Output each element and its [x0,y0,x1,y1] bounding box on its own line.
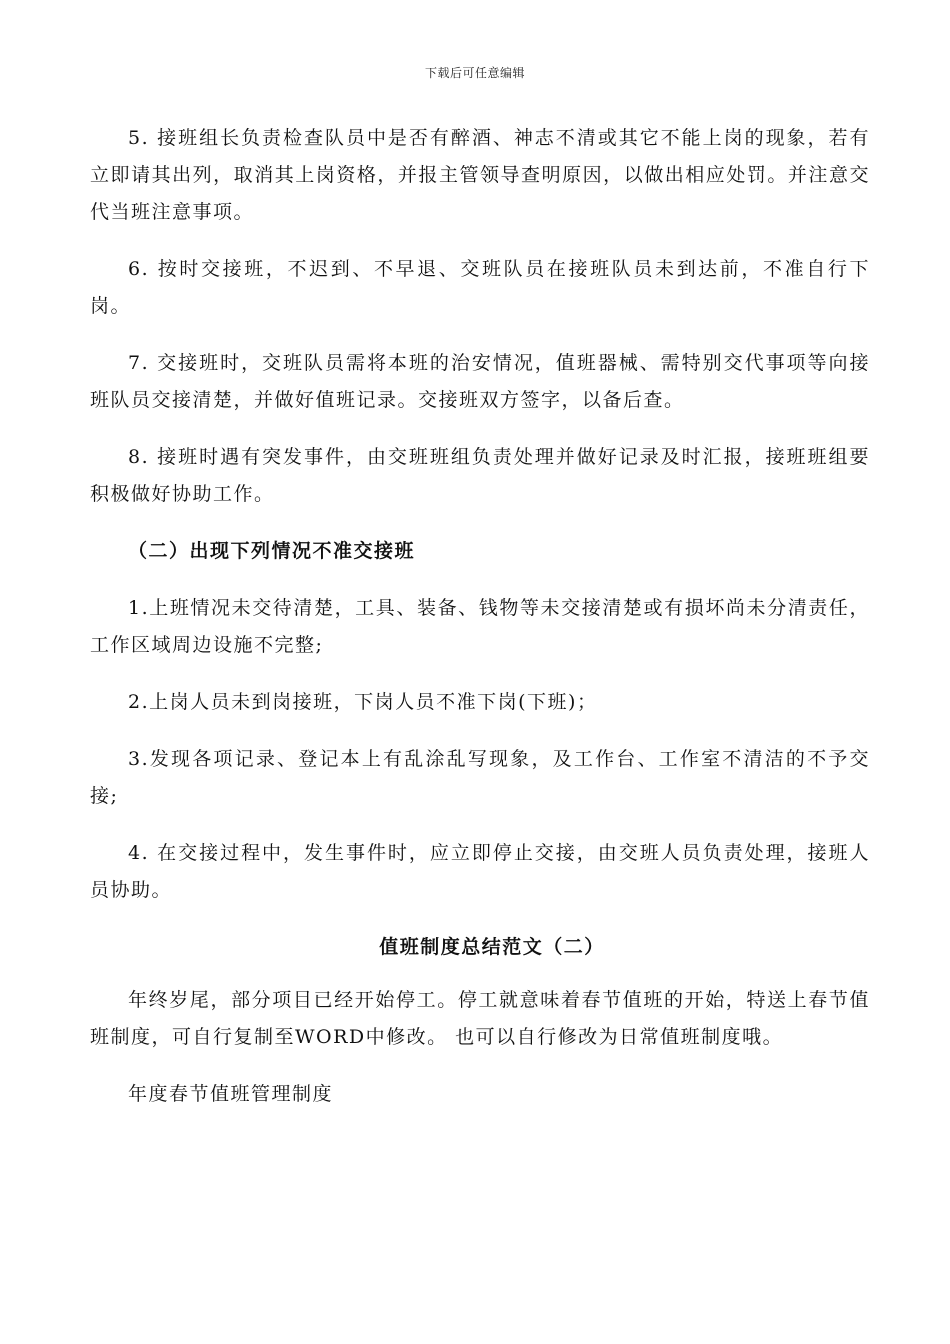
paragraph-item-8: 8. 接班时遇有突发事件，由交班班组负责处理并做好记录及时汇报，接班班组要积极做好协助工作。 [90,446,870,505]
paragraph-item-7: 7. 交接班时，交班队员需将本班的治安情况，值班器械、需特别交代事项等向接班队员交接清楚，并做好值班记录。交接班双方签字，以备后查。 [90,352,870,411]
article-title: 值班制度总结范文（二） [379,936,605,958]
list-item: 2.上岗人员未到岗接班，下岗人员不准下岗(下班)； [128,691,598,713]
list-item: 1.上班情况未交待清楚，工具、装备、钱物等未交接清楚或有损坏尚未分清责任，工作区域周边设施不完整; [90,597,870,656]
document-body [90,120,870,1133]
paragraph-item-6: 6. 按时交接班，不迟到、不早退、交班队员在接班队员未到达前，不准自行下岗。 [90,258,870,317]
list-item: 3.发现各项记录、登记本上有乱涂乱写现象，及工作台、工作室不清洁的不予交接; [90,748,870,807]
list-item: 4. 在交接过程中，发生事件时，应立即停止交接，由交班人员负责处理，接班人员协助。 [90,842,870,901]
paragraph-item-5: 5. 接班组长负责检查队员中是否有醉酒、神志不清或其它不能上岗的现象，若有立即请其出列，取消其上岗资格，并报主管领导查明原因，以做出相应处罚。并注意交代当班注意事项。 [90,127,870,223]
section-heading: （二）出现下列情况不准交接班 [128,540,416,562]
page-header: 下载后可任意编辑 [424,66,525,80]
intro-paragraph: 年终岁尾，部分项目已经开始停工。停工就意味着春节值班的开始，特送上春节值班制度，可自行复制至WORD中修改。 也可以自行修改为日常值班制度哦。 [90,989,870,1048]
article-subtitle: 年度春节值班管理制度 [128,1083,334,1105]
